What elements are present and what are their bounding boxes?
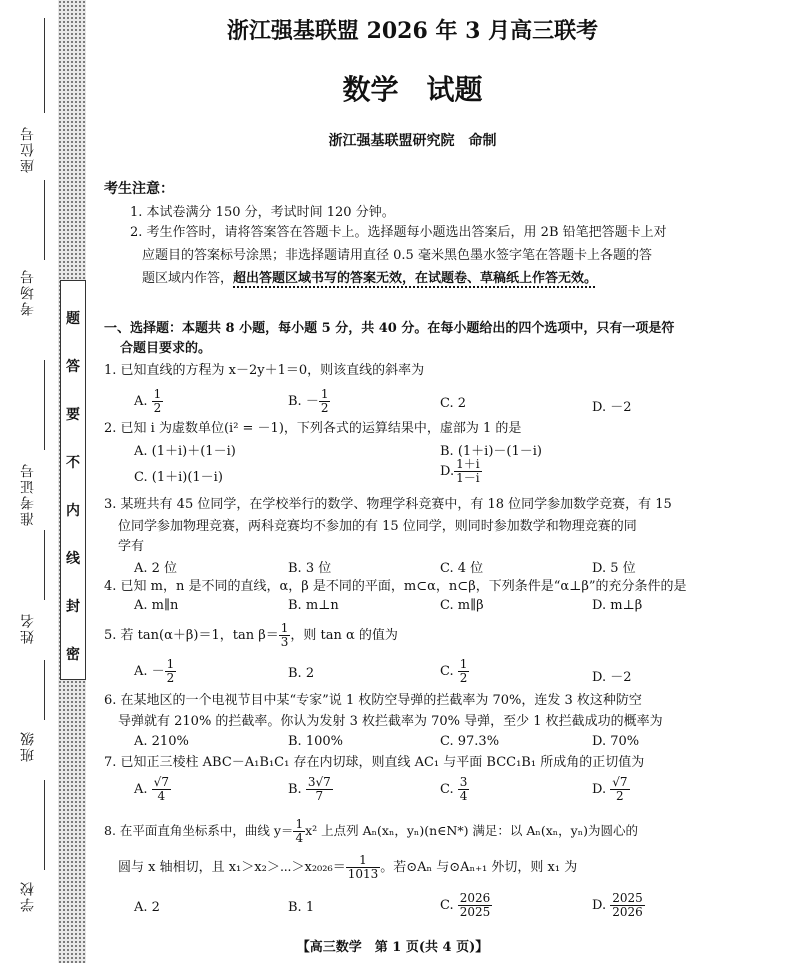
exam-room-label: 考场号	[20, 268, 36, 316]
question-stem: 导弹就有 210% 的拦截率。你认为发射 3 枚拦截率为 70% 导弹，至少 1 枚拦截成功的概率为	[118, 714, 663, 729]
option: C. 4 位	[440, 561, 484, 576]
option: D. －2	[592, 670, 632, 685]
notes-item: 2. 考生作答时，请将答案答在答题卡上。选择题每小题选出答案后，用 2B 铅笔把答题卡上对	[130, 225, 667, 240]
option: B. (1＋i)－(1－i)	[440, 444, 542, 459]
binding-notice-char: 内	[66, 503, 80, 519]
notes-heading: 考生注意：	[104, 181, 174, 197]
notes-item: 应题目的答案标号涂黑；非选择题请用直径 0.5 毫米黑色墨水签字笔在答题卡上各题的答	[142, 248, 652, 263]
option: A. 2	[134, 900, 160, 915]
option: D. $\frac{√7}{2}$	[592, 775, 628, 803]
option: A. $\frac{√7}{4}$	[134, 775, 169, 803]
option: A. (1＋i)＋(1－i)	[134, 444, 236, 459]
notes-item-last: 题区域内作答，超出答题区域书写的答案无效，在试题卷、草稿纸上作答无效。	[142, 271, 598, 286]
question-stem: 2. 已知 i 为虚数单位(i² = －1)，下列各式的运算结果中，虚部为 1 的是	[104, 421, 522, 436]
exam-title: 浙江强基联盟 2026 年 3 月高三联考	[226, 18, 599, 44]
binding-notice-char: 要	[66, 407, 80, 423]
admission-number-label: 准考证号	[20, 462, 36, 526]
question-stem: 3. 某班共有 45 位同学，在学校举行的数学、物理学科竞赛中，有 18 位同学参加数学竞赛，有 15	[104, 497, 672, 512]
option: B. 2	[288, 666, 315, 681]
option: A. m∥n	[134, 598, 179, 613]
school-label: 学校	[20, 880, 36, 912]
option: C. (1＋i)(1－i)	[134, 470, 223, 485]
binding-notice-box	[60, 280, 86, 680]
option: C. $\frac{3}{4}$	[440, 775, 468, 803]
option: D. －2	[592, 400, 632, 415]
binding-notice-char: 密	[66, 647, 80, 663]
question-stem: 1. 已知直线的方程为 x－2y＋1＝0，则该直线的斜率为	[104, 363, 425, 378]
option: C. 97.3%	[440, 734, 500, 749]
option: C. m∥β	[440, 598, 484, 613]
section-heading-line2: 合题目要求的。	[120, 341, 212, 356]
option: A. $\frac{1}{2}$	[134, 387, 162, 415]
option: B. － $\frac{1}{2}$	[288, 387, 329, 415]
name-line	[44, 530, 45, 600]
binding-notice-char: 封	[66, 599, 80, 615]
option: D. 70%	[592, 734, 640, 749]
notes-emphasis: 超出答题区域书写的答案无效，在试题卷、草稿纸上作答无效。	[233, 271, 598, 286]
section-heading-line1: 一、选择题：本题共 8 小题，每小题 5 分，共 40 分。在每小题给出的四个选项中，只有一项是符	[104, 321, 675, 336]
question-stem: 5. 若 tan(α＋β)＝1，tan β＝ $\frac{1}{3}$ ，则 tan α 的值为	[104, 621, 398, 649]
question-stem: 4. 已知 m，n 是不同的直线，α，β 是不同的平面，m⊂α，n⊂β，下列条件是“α⊥β”的充分条件的是	[104, 579, 687, 594]
option: A. 210%	[134, 734, 189, 749]
exam-room-line	[44, 180, 45, 260]
question-stem: 8. 在平面直角坐标系中，曲线 y＝ $\frac{1}{4}$ x² 上点列 Aₙ(xₙ，yₙ)(n∈N*) 满足：以 Aₙ(xₙ，yₙ)为圆心的	[104, 817, 639, 845]
option: A. 2 位	[134, 561, 178, 576]
option: D. m⊥β	[592, 598, 643, 613]
class-line	[44, 660, 45, 720]
binding-notice-char: 不	[66, 455, 80, 471]
admission-number-line	[44, 360, 45, 450]
question-stem: 7. 已知正三棱柱 ABC－A₁B₁C₁ 存在内切球，则直线 AC₁ 与平面 BCC₁B₁ 所成角的正切值为	[104, 755, 645, 770]
option: B. 3 位	[288, 561, 332, 576]
binding-notice-char: 题	[66, 311, 80, 327]
option: B. m⊥n	[288, 598, 339, 613]
option: C. $\frac{1}{2}$	[440, 657, 468, 685]
subject-title: 数学 试题	[342, 73, 483, 106]
option: A. － $\frac{1}{2}$	[134, 657, 175, 685]
issuer: 浙江强基联盟研究院 命制	[328, 133, 497, 149]
option: D. $\frac{1+i}{1-i}$	[440, 457, 480, 485]
question-stem: 6. 在某地区的一个电视节目中某“专家”说 1 枚防空导弹的拦截率为 70%，连发 3 枚这种防空	[104, 693, 642, 708]
option: B. 100%	[288, 734, 343, 749]
question-stem: 学有	[118, 539, 145, 554]
seat-number-label: 座位号	[20, 125, 36, 173]
binding-notice-char: 线	[66, 551, 80, 567]
option: B. 1	[288, 900, 315, 915]
binding-notice-char: 答	[66, 359, 80, 375]
option: C. 2	[440, 396, 467, 411]
option: D. $\frac{2025}{2026}$	[592, 891, 643, 919]
question-stem: 位同学参加物理竞赛，两科竞赛均不参加的有 15 位同学，则同时参加数学和物理竞赛的同	[118, 519, 637, 534]
option: C. $\frac{2026}{2025}$	[440, 891, 491, 919]
page-footer: 【高三数学 第 1 页(共 4 页)】	[296, 940, 489, 955]
school-line	[44, 780, 45, 870]
option: D. 5 位	[592, 561, 636, 576]
question-stem: 圆与 x 轴相切，且 x₁＞x₂＞⋯＞x₂₀₂₆＝ $\frac{1}{1013}$ 。若⊙Aₙ 与⊙Aₙ₊₁ 外切，则 x₁ 为	[118, 853, 578, 881]
name-label: 姓名	[20, 612, 36, 644]
class-label: 班级	[20, 730, 36, 762]
option: B. $\frac{3√7}{7}$	[288, 775, 331, 803]
notes-item: 1. 本试卷满分 150 分，考试时间 120 分钟。	[130, 205, 395, 220]
